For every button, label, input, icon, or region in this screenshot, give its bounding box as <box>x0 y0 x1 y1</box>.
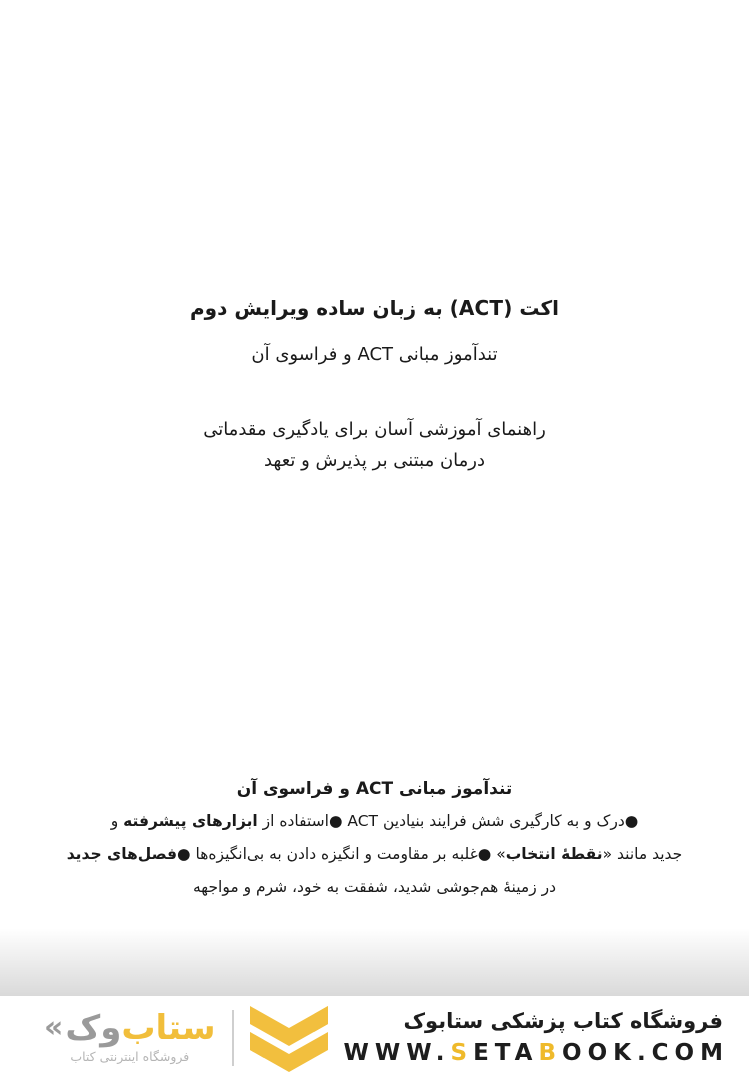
book-title: اکت (ACT) به زبان ساده ویرایش دوم <box>190 296 559 320</box>
blurb-1-seg-c: و <box>110 812 124 830</box>
logo-tagline: فروشگاه اینترنتی کتاب <box>70 1049 190 1064</box>
url-seg-ookcom: OOK.COM <box>562 1040 729 1066</box>
logo-text-block <box>44 1008 216 1064</box>
logo-word-gray: وک <box>65 1008 122 1048</box>
url-seg-b: B <box>538 1040 563 1066</box>
book-subtitle: تندآموز مبانی ACT و فراسوی آن <box>251 344 498 365</box>
chevron-emblem-icon <box>248 1002 330 1074</box>
blurb-line-1 <box>0 812 749 830</box>
guide-line-1: راهنمای آموزشی آسان برای یادگیری مقدماتی <box>203 419 546 440</box>
blurb-2-seg-c: » ●غلبه بر مقاومت و انگیزه دادن به بی‌انگیزه‌ها ● <box>177 845 506 863</box>
footer-right-block <box>343 1009 729 1066</box>
guide-line-2: درمان مبتنی بر پذیرش و تعهد <box>263 450 486 471</box>
footer-shadow <box>0 928 749 996</box>
logo-guillemet-icon: « <box>44 1010 64 1045</box>
website-url <box>344 1040 730 1066</box>
url-seg-eta: ETA <box>473 1040 539 1066</box>
blurb-2-seg-bold2: فصل‌های جدید <box>66 845 178 863</box>
logo-wordmark <box>44 1008 216 1048</box>
footer-bar <box>0 996 749 1079</box>
blurb-line-3: در زمینهٔ هم‌جوشی شدید، شفقت به خود، شرم و مواجهه <box>192 878 557 896</box>
blurb-2-seg-bold1: نقطهٔ انتخاب <box>505 845 603 863</box>
blurb-2-seg-a: جدید مانند « <box>602 845 683 863</box>
blurb-heading: تندآموز مبانی ACT و فراسوی آن <box>236 779 513 799</box>
blurb-line-2 <box>0 845 749 863</box>
url-seg-s: S <box>450 1040 474 1066</box>
store-name-line: فروشگاه کتاب پزشکی ستابوک <box>403 1009 723 1033</box>
url-seg-www: WWW. <box>343 1040 451 1066</box>
blurb-1-seg-bold: ابزارهای پیشرفته <box>123 812 258 830</box>
logo-word-gold: ستاب <box>121 1008 216 1048</box>
blurb-1-seg-a: ●درک و به کارگیری شش فرایند بنیادین ACT ●استفاده از <box>257 812 639 830</box>
logo-divider <box>232 1010 234 1066</box>
setabook-logo <box>44 1002 330 1074</box>
